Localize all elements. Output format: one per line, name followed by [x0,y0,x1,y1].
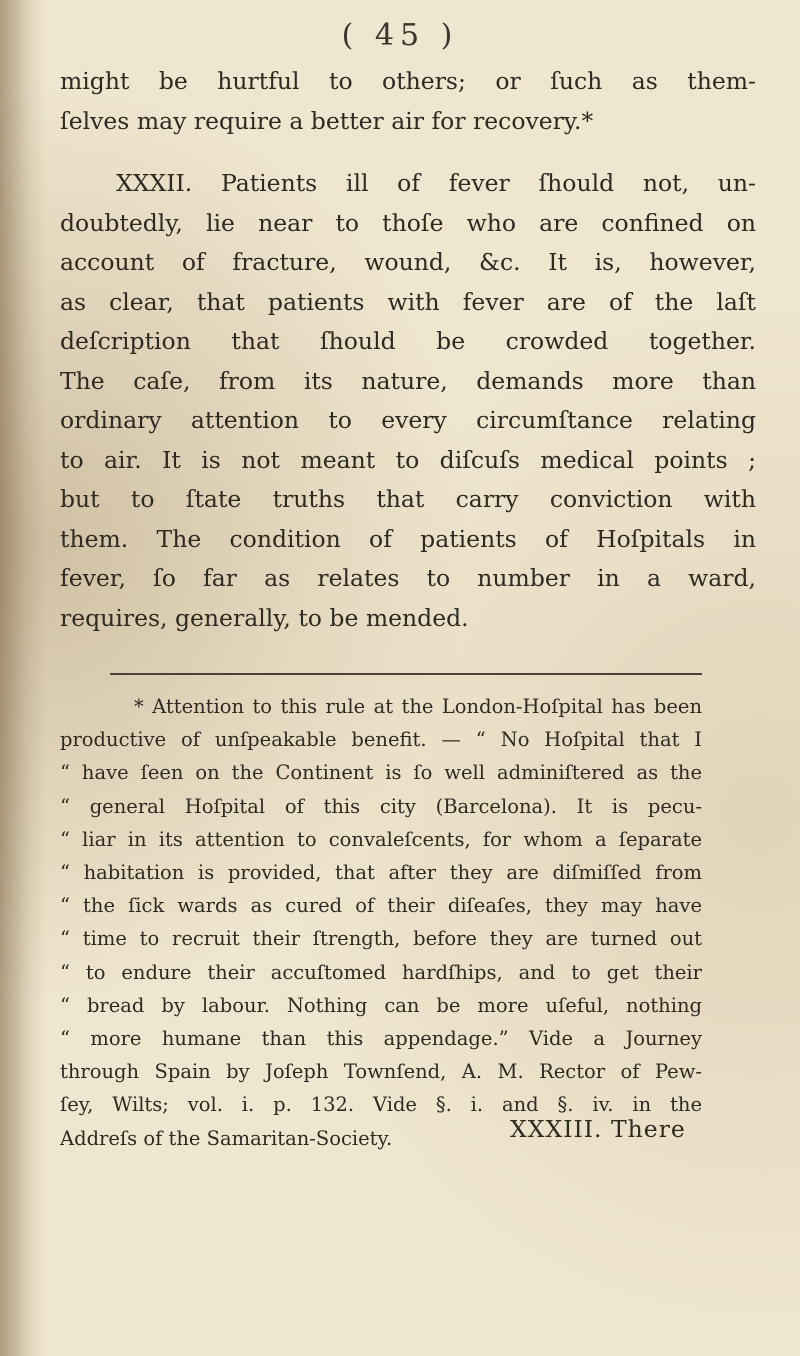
footnote-line: productive of unſpeakable benefit. — “ No Hoſpital that I [60,728,702,752]
main-text-block [60,62,756,638]
main-text-line: fever, ſo far as relates to number in a ward, [60,564,756,592]
main-text-line: but to ſtate truths that carry conviction with [60,485,756,513]
footnote-line: “ habitation is provided, that after they are diſmiſſed from [60,861,702,885]
footnote-line: “ time to recruit their ſtrength, before they are turned out [60,927,702,951]
footnote-block [60,690,702,1155]
footnote-line: through Spain by Joſeph Townſend, A. M. Rector of Pew- [60,1060,702,1084]
footnote-line: “ the ſick wards as cured of their diſeaſes, they may have [60,894,702,918]
main-text-line: ordinary attention to every circumſtance relating [60,406,756,434]
footnote-line: ſey, Wilts; vol. i. p. 132. Vide §. i. and §. iv. in the [60,1093,702,1117]
section-heading-line: XXXII. Patients ill of fever ſhould not, un- [116,169,756,197]
main-text-line: to air. It is not meant to diſcuſs medical points ; [60,445,756,474]
main-text-line: deſcription that ſhould be crowded together. [60,327,756,355]
main-text-line: The caſe, from its nature, demands more than [60,366,756,395]
page-number: ( 45 ) [341,18,459,53]
page-edge-shadow [0,0,46,1356]
catchword: XXXIII. There [510,1115,686,1143]
footnote-line: Addreſs of the Samaritan-Society. [60,1126,393,1150]
main-text-line: ſelves may require a better air for recovery.* [60,106,594,135]
footnote-line: “ general Hoſpital of this city (Barcelona). It is pecu- [60,794,702,818]
footnote-line: “ bread by labour. Nothing can be more uſeful, nothing [60,993,702,1017]
main-text-line: doubtedly, lie near to thoſe who are confined on [60,208,756,237]
main-text-line: might be hurtful to others; or ſuch as them- [60,67,756,95]
footnote-line: “ to endure their accuſtomed hardſhips, and to get their [60,960,702,984]
main-text-line: them. The condition of patients of Hoſpitals in [60,524,756,553]
main-text-line: account of fracture, wound, &c. It is, however, [60,248,756,276]
footnote-line: “ more humane than this appendage.” Vide a Journey [60,1027,702,1051]
footnote-line: “ have ſeen on the Continent is ſo well adminiſtered as the [60,761,702,785]
main-text-line: requires, generally, to be mended. [60,603,469,632]
footnote-line: “ liar in its attention to convaleſcents, for whom a ſeparate [60,827,702,851]
main-text-line: as clear, that patients with fever are of the laſt [60,287,756,316]
footnote-line: * Attention to this rule at the London-Hoſpital has been [134,695,702,718]
footnote-divider [110,673,702,675]
